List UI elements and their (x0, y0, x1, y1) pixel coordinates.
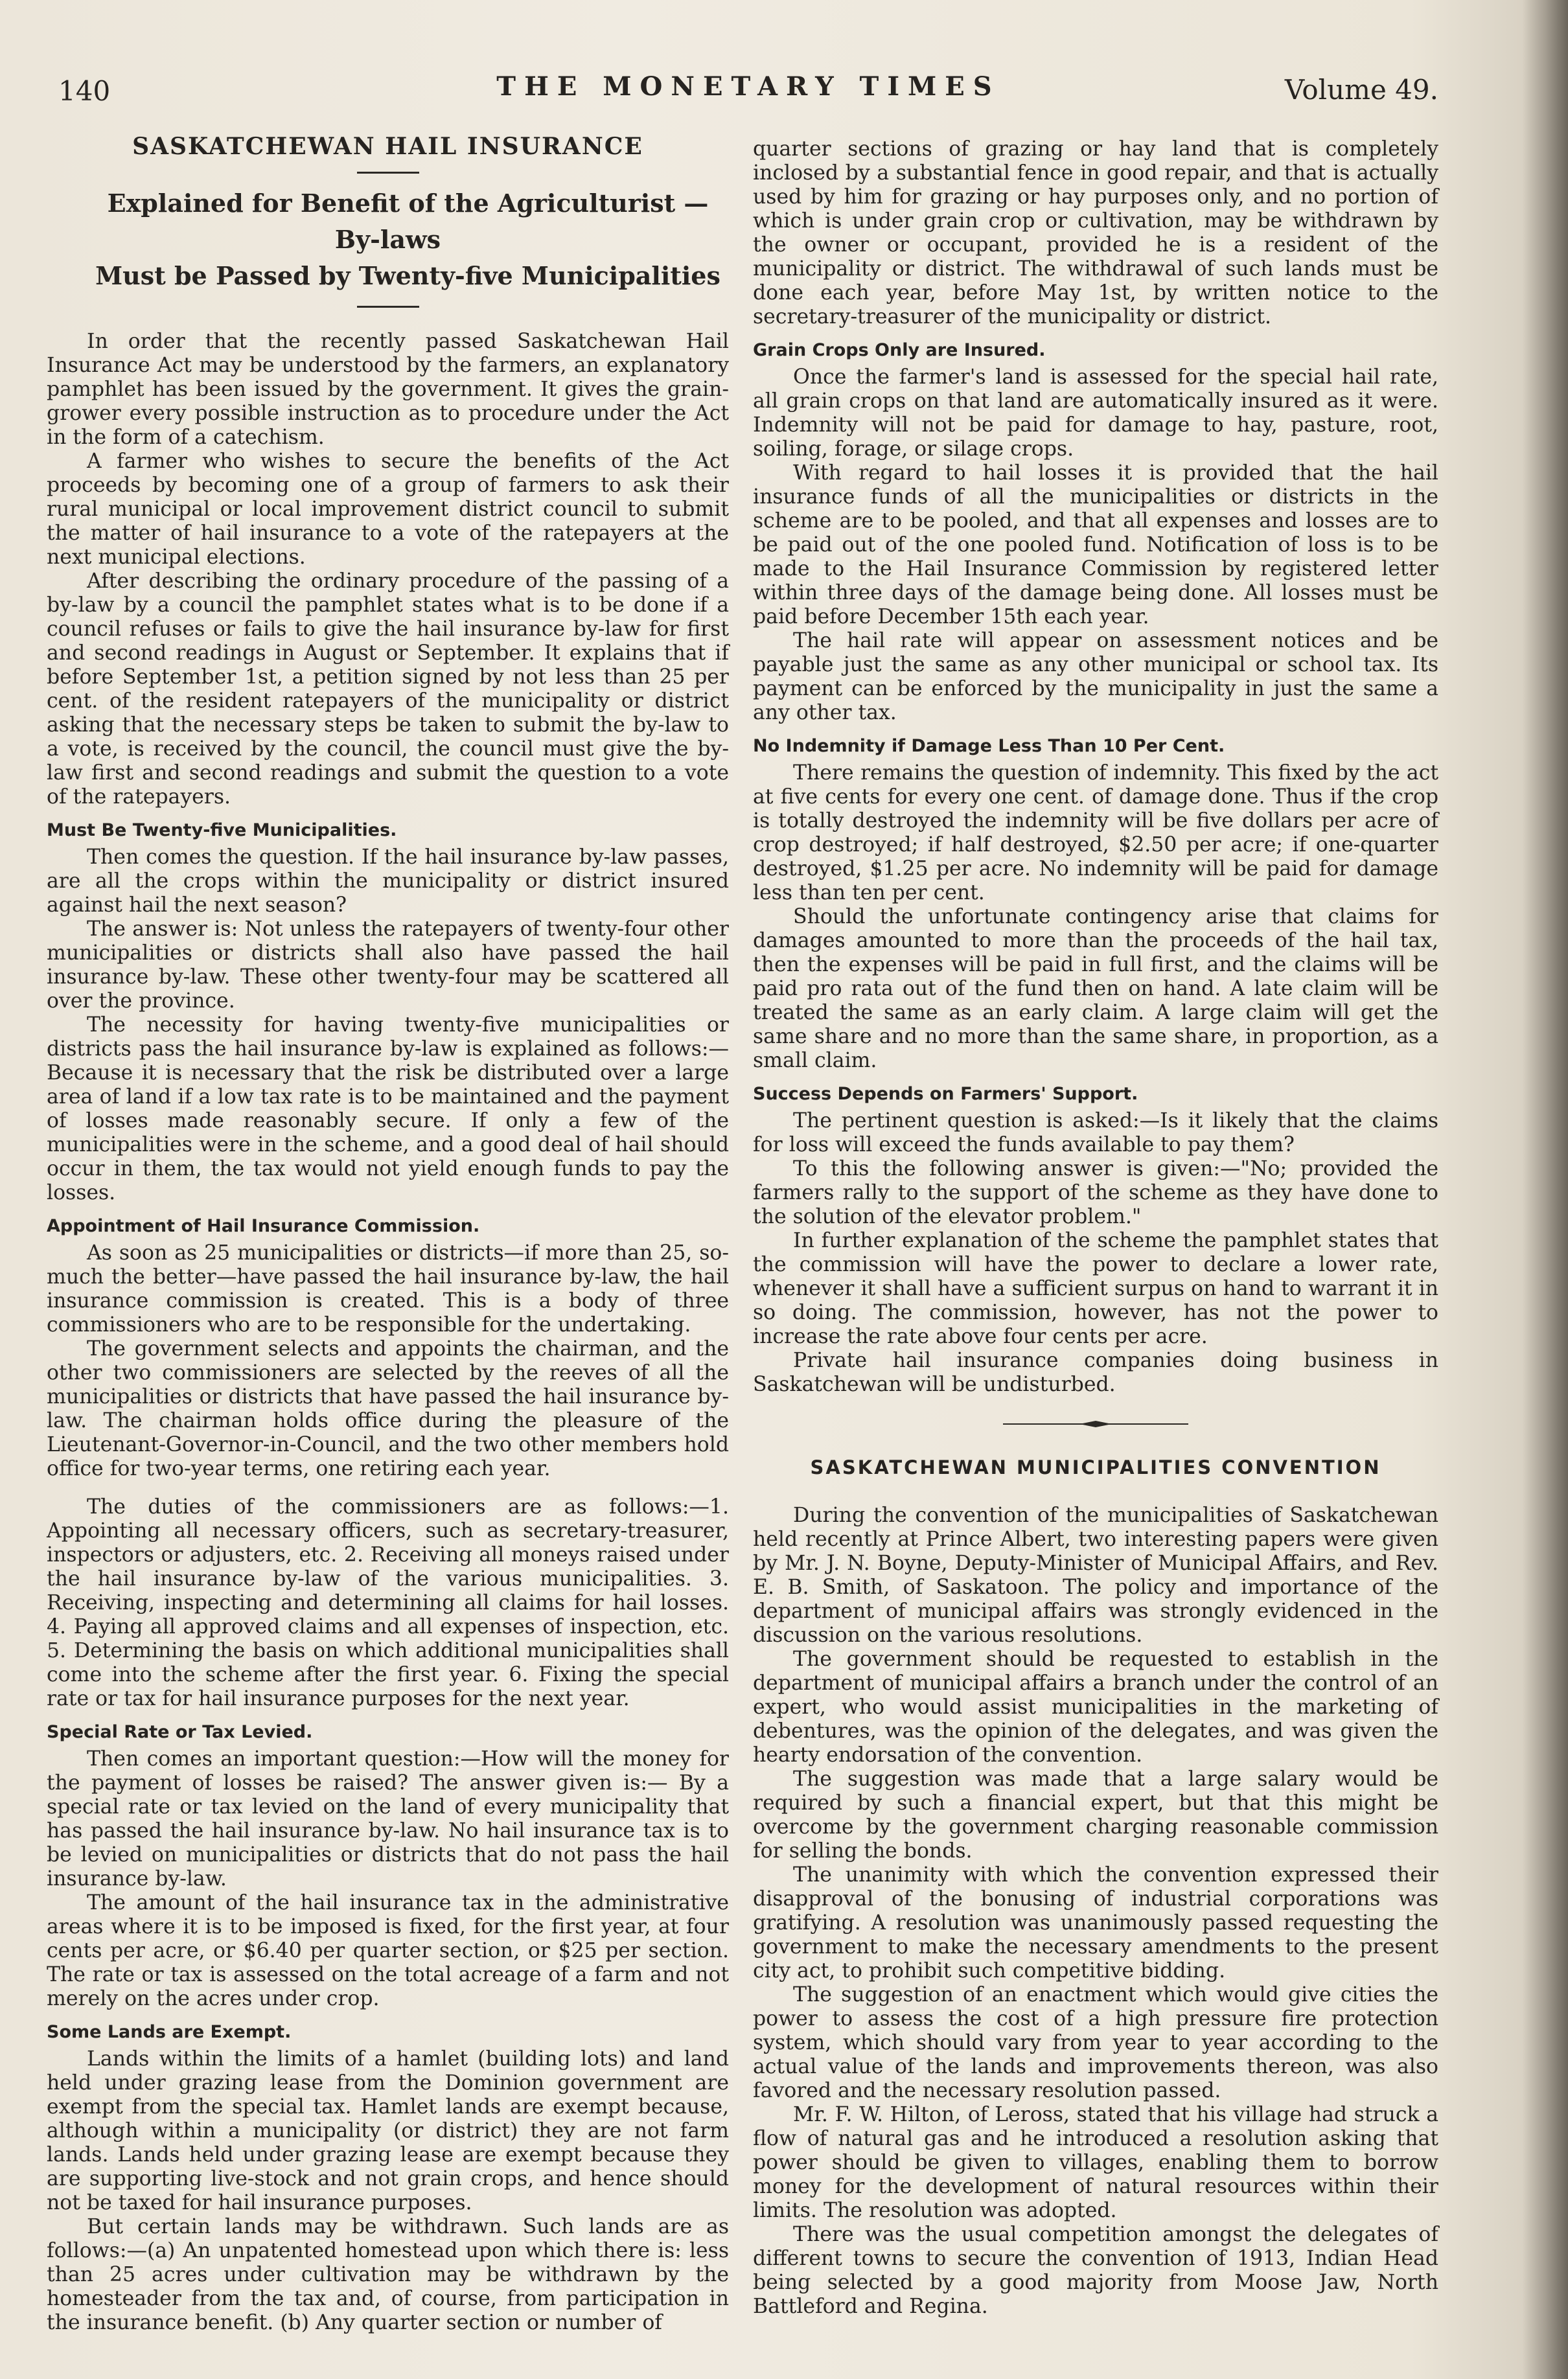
subheading-special-rate: Special Rate or Tax Levied. (47, 1722, 313, 1742)
subheading-grain-crops: Grain Crops Only are Insured. (753, 340, 1046, 360)
paragraph: During the convention of the municipalities of Saskatchewan held recently at Prince Albert, two interesting papers were given by Mr. J. N. Boyne, Deputy-Minister of Municipal Affairs, and Rev. E. B. Smith, of Saskatoon. The policy and importance of the department of municipal affairs was strongly evidenced in the discussion on the various resolutions. (753, 1504, 1438, 1647)
paragraph-continued: quarter sections of grazing or hay land that is completely inclosed by a substantial fence in good repair, and that is actually used by him for grazing or hay purposes only, and no portion of which is under grain crop or cultivation, may be withdrawn by the owner or occupant, provided he is a resident of the municipality or district. The withdrawal of such lands must be done each year, before May 1st, by written notice to the secretary-treasurer of the municipality or district. (753, 137, 1438, 328)
subheading-twenty-five-municipalities: Must Be Twenty-five Municipalities. (47, 820, 397, 840)
paragraph: Mr. F. W. Hilton, of Leross, stated that his village had struck a flow of natural gas and he introduced a resolution asking that power should be given to villages, enabling them to borrow money for the development of natural resources within their limits. The resolution was adopted. (753, 2103, 1438, 2222)
paragraph: After describing the ordinary procedure of the passing of a by-law by a council the pamphlet states what is to be done if a council refuses or fails to give the hail insurance by-law for first and second readings in August or September. It explains that if before September 1st, a petition signed by not less than 25 per cent. of the resident ratepayers of the municipality or district asking that the necessary steps be taken to submit the by-law to a vote, is received by the council, the council must give the by-law first and second readings and submit the question to a vote of the ratepayers. (47, 569, 729, 809)
section-divider-ornament (753, 1411, 1438, 1435)
divider-icon (1002, 1419, 1190, 1429)
paragraph: The amount of the hail insurance tax in the administrative areas where it is to be imposed is fixed, for the first year, at four cents per acre, or $6.40 per quarter section, or $25 per section. The rate or tax is assessed on the total acreage of a farm and not merely on the acres under crop. (47, 1891, 729, 2010)
paragraph: There remains the question of indemnity. This fixed by the act at five cents for every one cent. of damage done. Thus if the crop is totally destroyed the indemnity will be five dollars per acre of crop destroyed; if half destroyed, $2.50 per acre; if one-quarter destroyed, $1.25 per acre. No indemnity will be paid for damage less than ten per cent. (753, 761, 1438, 904)
article-deck-line2: Must be Passed by Twenty-five Municipalities (95, 261, 721, 290)
paragraph: The duties of the commissioners are as follows:—1. Appointing all necessary officers, such as secretary-treasurer, inspectors or adjusters, etc. 2. Receiving all moneys raised under the hail insurance by-law of the various municipalities. 3. Receiving, inspecting and determining all claims for hail losses. 4. Paying all approved claims and all expenses of inspection, etc. 5. Determining the basis on which additional municipalities shall come into the scheme after the first year. 6. Fixing the special rate or tax for hail insurance purposes for the next year. (47, 1495, 729, 1710)
paragraph: In order that the recently passed Saskatchewan Hail Insurance Act may be understood by the farmers, an explanatory pamphlet has been issued by the government. It gives the grain-grower every possible instruction as to procedure under the Act in the form of a catechism. (47, 330, 729, 449)
paragraph: Once the farmer's land is assessed for the special hail rate, all grain crops on that land are automatically insured as it were. Indemnity will not be paid for damage to hay, pasture, root, soiling, forage, or silage crops. (753, 365, 1438, 461)
paragraph: There was the usual competition amongst the delegates of different towns to secure the convention of 1913, Indian Head being selected by a good majority from Moose Jaw, North Battleford and Regina. (753, 2223, 1438, 2318)
paragraph: The unanimity with which the convention expressed their disapproval of the bonusing of industrial corporations was gratifying. A resolution was unanimously passed requesting the government to make the necessary amendments to the present city act, to prohibit such competitive bidding. (753, 1863, 1438, 1982)
paragraph: Lands within the limits of a hamlet (building lots) and land held under grazing lease from the Dominion government are exempt from the special tax. Hamlet lands are exempt because, although within a municipality (or district) they are not farm lands. Lands held under grazing lease are exempt because they are supporting live-stock and not grain crops, and hence should not be taxed for hail insurance purposes. (47, 2047, 729, 2214)
paragraph: The pertinent question is asked:—Is it likely that the claims for loss will exceed the funds available to pay them? (753, 1109, 1438, 1156)
right-column (753, 137, 1438, 2319)
paragraph: The answer is: Not unless the ratepayers of twenty-four other municipalities or districts shall also have passed the hail insurance by-law. These other twenty-four may be scattered all over the province. (47, 917, 729, 1013)
publication-title: THE MONETARY TIMES (496, 71, 1000, 102)
paragraph: Then comes an important question:—How will the money for the payment of losses be raised? The answer given is:— By a special rate or tax levied on the land of every municipality that has passed the hail insurance by-law. No hail insurance tax is to be levied on municipalities or districts that do not pass the hail insurance by-law. (47, 1747, 729, 1891)
page-header (58, 71, 1438, 110)
paragraph: With regard to hail losses it is provided that the hail insurance funds of all the municipalities or districts in the scheme are to be pooled, and that all expenses and losses are to be paid out of the one pooled fund. Notification of loss is to be made to the Hail Insurance Commission by registered letter within three days of the damage being done. All losses must be paid before December 15th each year. (753, 461, 1438, 628)
deck-rule (357, 306, 419, 308)
volume-label: Volume 49. (1284, 74, 1438, 106)
paragraph: The necessity for having twenty-five municipalities or districts pass the hail insurance by-law is explained as follows:— Because it is necessary that the risk be distributed over a large area of land if a low tax rate is to be maintained and the payment of losses made reasonably secure. If only a few of the municipalities were in the scheme, and a good deal of hail should occur in them, the tax would not yield enough funds to pay the losses. (47, 1013, 729, 1204)
paragraph: The suggestion of an enactment which would give cities the power to assess the cost of a high pressure fire protection system, which should vary from year to year according to the actual value of the lands and improvements thereon, was also favored and the necessary resolution passed. (753, 1983, 1438, 2102)
paragraph: The government should be requested to establish in the department of municipal affairs a branch under the control of an expert, who would assist municipalities in the marketing of debentures, was the opinion of the delegates, and was given the hearty endorsation of the convention. (753, 1648, 1438, 1767)
binding-shadow (1523, 0, 1568, 2379)
page-number: 140 (58, 75, 111, 107)
article-title-convention: SASKATCHEWAN MUNICIPALITIES CONVENTION (810, 1456, 1381, 1478)
subheading-exempt-lands: Some Lands are Exempt. (47, 2022, 292, 2042)
paragraph: As soon as 25 municipalities or districts—if more than 25, so-much the better—have passed the hail insurance by-law, the hail insurance commission is created. This is a body of three commissioners who are to be responsible for the undertaking. (47, 1241, 729, 1337)
paragraph: In further explanation of the scheme the pamphlet states that the commission will have the power to declare a lower rate, whenever it shall have a sufficient surpus on hand to warrant it in so doing. The commission, however, has not the power to increase the rate above four cents per acre. (753, 1229, 1438, 1348)
paragraph: The hail rate will appear on assessment notices and be payable just the same as any other municipal or school tax. Its payment can be enforced by the municipality in just the same a any other tax. (753, 629, 1438, 724)
paragraph: The suggestion was made that a large salary would be required by such a financial expert, but that this might be overcome by the government charging reasonable commission for selling the bonds. (753, 1767, 1438, 1863)
paragraph: The government selects and appoints the chairman, and the other two commissioners are selected by the reeves of all the municipalities or districts that have passed the hail insurance by-law. The chairman holds office during the pleasure of the Lieutenant-Governor-in-Council, and the two other members hold office for two-year terms, one retiring each year. (47, 1337, 729, 1480)
subheading-success: Success Depends on Farmers' Support. (753, 1084, 1138, 1104)
paragraph: Then comes the question. If the hail insurance by-law passes, are all the crops within the municipality or district insured against hail the next season? (47, 845, 729, 917)
left-column (47, 133, 729, 2335)
article-deck-line1: Explained for Benefit of the Agriculturist — By-laws (107, 189, 709, 254)
subheading-no-indemnity: No Indemnity if Damage Less Than 10 Per Cent. (753, 736, 1225, 756)
title-rule (357, 172, 419, 174)
paragraph: Private hail insurance companies doing business in Saskatchewan will be undisturbed. (753, 1349, 1438, 1396)
article-title-hail-insurance: SASKATCHEWAN HAIL INSURANCE (132, 133, 643, 160)
paragraph: A farmer who wishes to secure the benefits of the Act proceeds by becoming one of a group of farmers to ask their rural municipal or local improvement district council to submit the matter of hail insurance to a vote of the ratepayers at the next municipal elections. (47, 450, 729, 569)
subheading-commission: Appointment of Hail Insurance Commission. (47, 1216, 480, 1236)
paragraph: Should the unfortunate contingency arise that claims for damages amounted to more than the proceeds of the hail tax, then the expenses will be paid in full first, and the claims will be paid pro rata out of the fund then on hand. A late claim will be treated the same as an early claim. A large claim will get the same share and no more than the same share, in proportion, as a small claim. (753, 905, 1438, 1072)
paragraph: But certain lands may be withdrawn. Such lands are as follows:—(a) An unpatented homestead upon which there is: less than 25 acres under cultivation may be withdrawn by the homesteader from the tax and, of course, from participation in the insurance benefit. (b) Any quarter section or number of (47, 2215, 729, 2334)
paragraph: To this the following answer is given:—"No; provided the farmers rally to the support of the scheme as they have done to the solution of the elevator problem." (753, 1157, 1438, 1228)
